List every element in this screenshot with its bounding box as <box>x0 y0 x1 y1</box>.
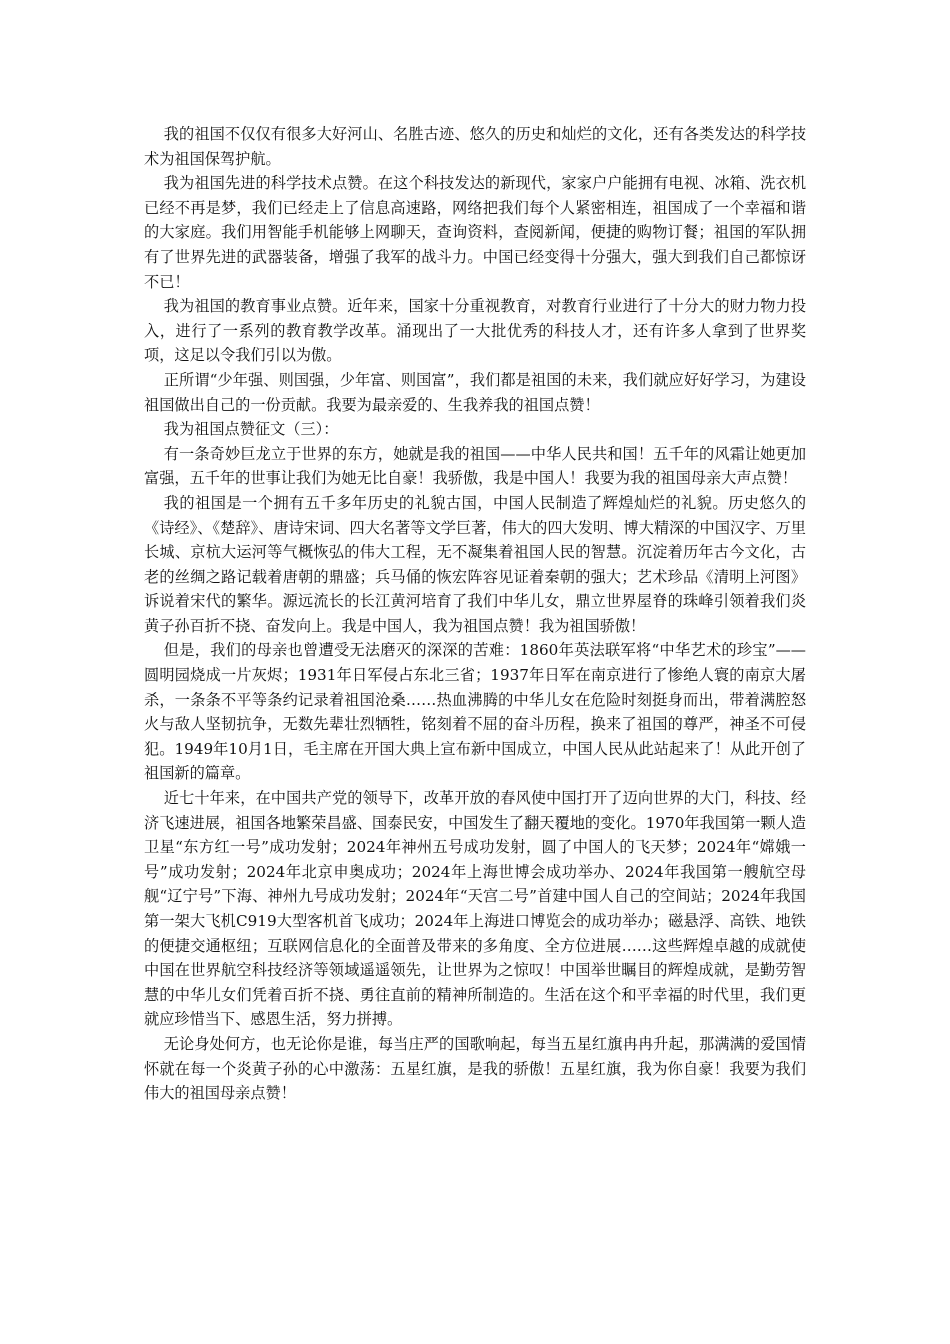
paragraph: 有一条奇妙巨龙立于世界的东方，她就是我的祖国——中华人民共和国！五千年的风霜让她更加富强，五千年的世事让我们为她无比自豪！我骄傲，我是中国人！我要为我的祖国母亲大声点赞！ <box>144 444 806 488</box>
paragraph: 我的祖国不仅仅有很多大好河山、名胜古迹、悠久的历史和灿烂的文化，还有各类发达的科学技术为祖国保驾护航。 <box>144 125 806 168</box>
paragraph: 我的祖国是一个拥有五千多年历史的礼貌古国，中国人民制造了辉煌灿烂的礼貌。历史悠久的《诗经》、《楚辞》、唐诗宋词、四大名著等文学巨著，伟大的四大发明、博大精深的中国汉字、万里长城、京杭大运河等气概恢弘的伟大工程，无不凝集着祖国人民的智慧。沉淀着历年古今文化，古老的丝绸之路记载着唐朝的鼎盛；兵马俑的恢宏阵容见证着秦朝的强大；艺术珍品《清明上河图》诉说着宋代的繁华。源远流长的长江黄河培育了我们中华儿女，鼎立世界屋脊的珠峰引领着我们炎黄子孙百折不挠、奋发向上。我是中国人，我为祖国点赞！我为祖国骄傲！ <box>144 493 806 635</box>
paragraph: 我为祖国的教育事业点赞。近年来，国家十分重视教育，对教育行业进行了十分大的财力物力投入，进行了一系列的教育教学改革。涌现出了一大批优秀的科技人才，还有许多人拿到了世界奖项，这足以令我们引以为傲。 <box>144 297 806 365</box>
paragraph: 我为祖国先进的科学技术点赞。在这个科技发达的新现代，家家户户能拥有电视、冰箱、洗衣机已经不再是梦，我们已经走上了信息高速路，网络把我们每个人紧密相连，祖国成了一个幸福和谐的大家庭。我们用智能手机能够上网聊天，查询资料，查阅新闻，便捷的购物订餐；祖国的军队拥有了世界先进的武器装备，增强了我军的战斗力。中国已经变得十分强大，强大到我们自己都惊讶不已！ <box>144 174 806 291</box>
section-heading: 我为祖国点赞征文（三）： <box>163 420 339 439</box>
paragraph: 无论身处何方，也无论你是谁，每当庄严的国歌响起，每当五星红旗冉冉升起，那满满的爱国情怀就在每一个炎黄子孙的心中激荡：五星红旗，是我的骄傲！五星红旗，我为你自豪！我要为我们伟大的祖国母亲点赞！ <box>144 1034 806 1103</box>
paragraph: 正所谓“少年强、则国强，少年富、则国富”，我们都是祖国的未来，我们就应好好学习，为建设祖国做出自己的一份贡献。我要为最亲爱的、生我养我的祖国点赞！ <box>144 370 806 414</box>
paragraph: 但是，我们的母亲也曾遭受无法磨灭的深深的苦难：1860年英法联军将“中华艺术的珍宝”——圆明园烧成一片灰烬；1931年日军侵占东北三省；1937年日军在南京进行了惨绝人寰的南京大屠杀，一条条不平等条约记录着祖国沧桑……热血沸腾的中华儿女在危险时刻挺身而出，带着满腔怒火与敌人坚韧抗争，无数先辈壮烈牺牲，铭刻着不屈的奋斗历程，换来了祖国的尊严，神圣不可侵犯。1949年10月1日，毛主席在开国大典上宣布新中国成立，中国人民从此站起来了！从此开创了祖国新的篇章。 <box>144 641 806 783</box>
essay-body <box>144 122 806 1106</box>
paragraph: 近七十年来，在中国共产党的领导下，改革开放的春风使中国打开了迈向世界的大门，科技、经济飞速进展，祖国各地繁荣昌盛、国泰民安，中国发生了翻天覆地的变化。1970年我国第一颗人造卫星“东方红一号”成功发射；2024年神州五号成功发射，圆了中国人的飞天梦；2024年“嫦娥一号”成功发射；2024年北京申奥成功；2024年上海世博会成功举办、2024年我国第一艘航空母舰“辽宁号”下海、神州九号成功发射；2024年“天宫二号”首建中国人自己的空间站；2024年我国第一架大飞机C919大型客机首飞成功；2024年上海进口博览会的成功举办；磁悬浮、高铁、地铁的便捷交通枢纽；互联网信息化的全面普及带来的多角度、全方位进展……这些辉煌卓越的成就使中国在世界航空科技经济等领域遥遥领先，让世界为之惊叹！中国举世瞩目的辉煌成就，是勤劳智慧的中华儿女们凭着百折不挠、勇往直前的精神所制造的。生活在这个和平幸福的时代里，我们更就应珍惜当下、感恩生活，努力拼搏。 <box>144 789 806 1029</box>
